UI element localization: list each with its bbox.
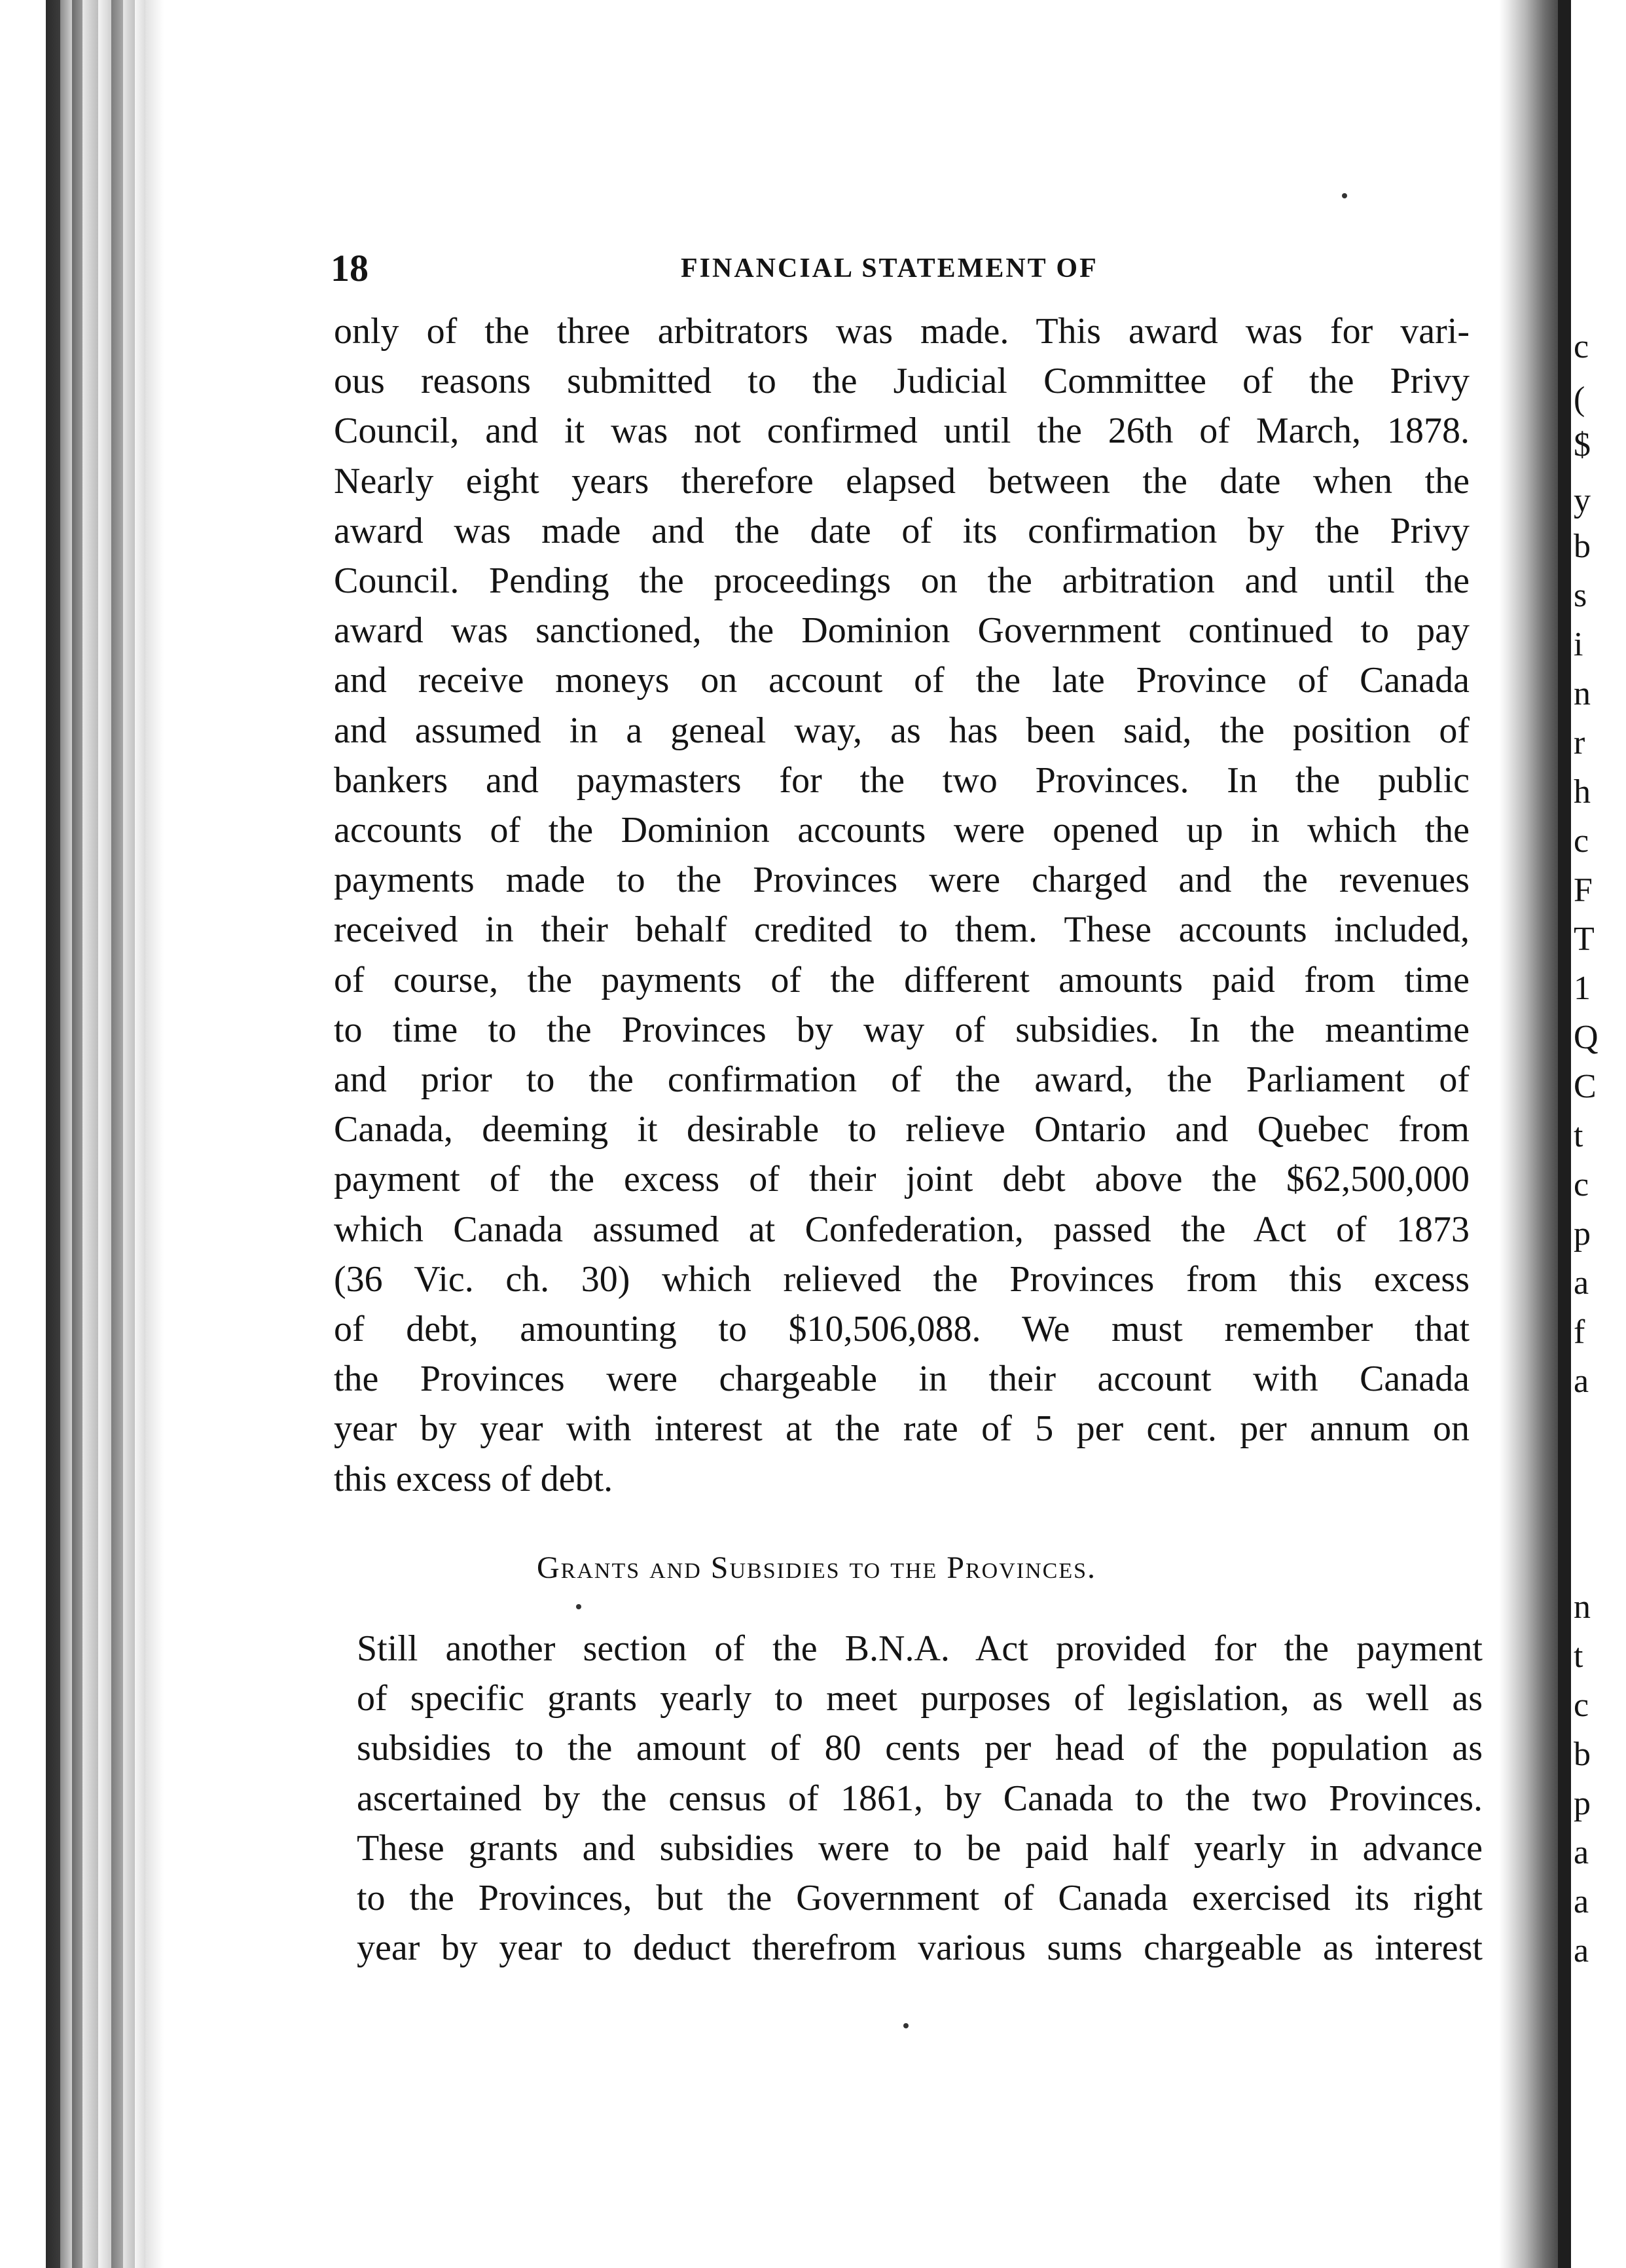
text-line: Nearly eight years therefore elapsed between the date when the [334, 460, 1470, 502]
text-line: Still another section of the B.N.A. Act provided for the payment [357, 1628, 1483, 1669]
text-line: year by year to deduct therefrom various sums chargeable as interest [357, 1928, 1483, 1969]
facing-fragment: C [1574, 1068, 1597, 1105]
facing-fragment: c [1574, 328, 1589, 365]
text-line: payments made to the Provinces were charged and the revenues [334, 860, 1470, 901]
facing-fragment: 1 [1574, 970, 1591, 1007]
facing-fragment: c [1574, 822, 1589, 860]
text-line: payment of the excess of their joint debt above the $62,500,000 [334, 1159, 1470, 1200]
facing-fragment: p [1574, 1215, 1591, 1253]
text-line: year by year with interest at the rate of 5 per cent. per annum on [334, 1408, 1470, 1450]
text-line: only of the three arbitrators was made. This award was for vari- [334, 311, 1470, 352]
text-line: and assumed in a geneal way, as has been said, the position of [334, 710, 1470, 751]
facing-fragment: T [1574, 921, 1595, 958]
speck [903, 2023, 909, 2028]
text-line: These grants and subsidies were to be paid half yearly in advance [357, 1827, 1483, 1869]
text-line: ascertained by the census of 1861, by Canada to the two Provinces. [357, 1778, 1483, 1819]
text-line: Council, and it was not confirmed until the 26th of March, 1878. [334, 411, 1470, 452]
book-spine-edge [0, 0, 164, 2268]
page-number: 18 [331, 247, 369, 289]
facing-fragment: r [1574, 724, 1585, 761]
facing-fragment: $ [1574, 426, 1591, 464]
facing-fragment: h [1574, 773, 1591, 811]
facing-fragment: n [1574, 1588, 1591, 1626]
running-title: FINANCIAL STATEMENT OF [681, 253, 1098, 284]
text-line: Canada, deeming it desirable to relieve Ontario and Quebec from [334, 1109, 1470, 1150]
facing-fragment: a [1574, 1264, 1589, 1302]
facing-fragment: n [1574, 675, 1591, 712]
facing-fragment: a [1574, 1932, 1589, 1969]
facing-fragment: p [1574, 1785, 1591, 1822]
facing-fragment: F [1574, 871, 1593, 909]
speck [1342, 193, 1347, 198]
text-line: and receive moneys on account of the late Province of Canada [334, 660, 1470, 701]
text-line: the Provinces were chargeable in their account with Canada [334, 1359, 1470, 1400]
facing-fragment: t [1574, 1117, 1583, 1154]
text-line: received in their behalf credited to them. These accounts included, [334, 909, 1470, 951]
facing-fragment: a [1574, 1834, 1589, 1871]
facing-fragment: t [1574, 1637, 1583, 1675]
text-line: Council. Pending the proceedings on the arbitration and until the [334, 560, 1470, 602]
text-line: to the Provinces, but the Government of Canada exercised its right [357, 1878, 1483, 1919]
facing-fragment: c [1574, 1166, 1589, 1203]
gutter-fold [1558, 0, 1571, 2268]
text-line: award was made and the date of its confirmation by the Privy [334, 510, 1470, 551]
text-line: ous reasons submitted to the Judicial Committee of the Privy [334, 361, 1470, 402]
facing-fragment: a [1574, 1883, 1589, 1920]
text-line: to time to the Provinces by way of subsidies. In the meantime [334, 1009, 1470, 1050]
paragraph-grants [357, 1624, 1483, 1973]
text-line: and prior to the confirmation of the award, the Parliament of [334, 1059, 1470, 1101]
text-line: this excess of debt. [334, 1458, 613, 1499]
facing-fragment: a [1574, 1363, 1589, 1400]
text-line: which Canada assumed at Confederation, passed the Act of 1873 [334, 1209, 1470, 1250]
facing-fragment: i [1574, 626, 1583, 663]
text-line: (36 Vic. ch. 30) which relieved the Provinces from this excess [334, 1258, 1470, 1300]
section-heading: Grants and Subsidies to the Provinces. [537, 1550, 1097, 1585]
spine-shadow [145, 0, 164, 2268]
text-line: subsidies to the amount of 80 cents per head of the population as [357, 1728, 1483, 1769]
facing-fragment: f [1574, 1313, 1585, 1351]
facing-fragment: y [1574, 482, 1591, 519]
facing-fragment: b [1574, 528, 1591, 565]
text-line: of course, the payments of the different amounts paid from time [334, 959, 1470, 1000]
facing-page [1571, 0, 1626, 2268]
facing-fragment: b [1574, 1736, 1591, 1773]
text-line: award was sanctioned, the Dominion Government continued to pay [334, 610, 1470, 651]
text-line: accounts of the Dominion accounts were opened up in which the [334, 810, 1470, 851]
text-line: of debt, amounting to $10,506,088. We must remember that [334, 1309, 1470, 1350]
paragraph-arbitration [334, 306, 1470, 1504]
facing-fragment: c [1574, 1687, 1589, 1724]
text-line: of specific grants yearly to meet purposes of legislation, as well as [357, 1678, 1483, 1719]
text-line: bankers and paymasters for the two Provinces. In the public [334, 759, 1470, 801]
speck [576, 1604, 581, 1609]
facing-fragment: Q [1574, 1019, 1599, 1056]
facing-fragment: s [1574, 577, 1587, 614]
facing-fragment: ( [1574, 380, 1585, 418]
